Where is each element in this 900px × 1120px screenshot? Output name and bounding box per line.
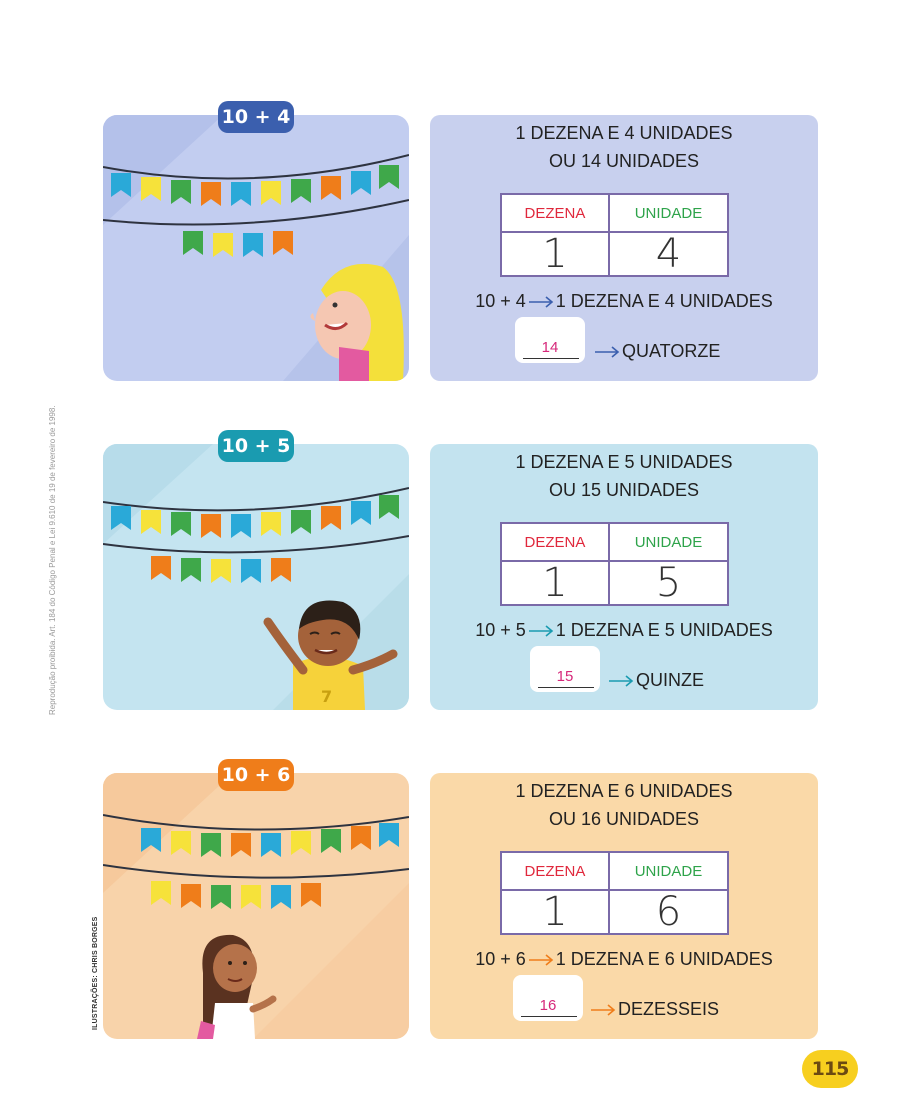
copyright-note: Reprodução proibida. Art. 184 do Código Penal e Lei 9.610 de 19 de fevereiro de 1998. (48, 405, 57, 715)
unidade-header: UNIDADE (609, 852, 728, 890)
answer-box (515, 317, 585, 363)
unidade-value: 4 (609, 232, 728, 276)
arrow-right-icon (590, 1004, 616, 1016)
unidade-value: 5 (609, 561, 728, 605)
party-scene-illustration (103, 773, 409, 1039)
equation-line (430, 620, 818, 641)
section-10-plus-4 (0, 106, 900, 385)
dezena-header: DEZENA (501, 523, 609, 561)
expression-badge: 10 + 6 (218, 759, 294, 791)
place-value-table (500, 193, 729, 277)
section-10-plus-6 (0, 764, 900, 1043)
panel-title (430, 119, 818, 175)
title-line-2: OU 14 UNIDADES (548, 151, 700, 171)
title-line-1: 1 DEZENA E 5 UNIDADES (515, 452, 733, 472)
equation-right: 1 DEZENA E 5 UNIDADES (555, 620, 773, 640)
svg-text:7: 7 (321, 687, 333, 706)
panel-title (430, 448, 818, 504)
equation-line (430, 291, 818, 312)
place-value-table (500, 851, 729, 935)
answer-value: 16 (539, 997, 557, 1014)
expression-badge: 10 + 5 (218, 430, 294, 462)
place-value-table (500, 522, 729, 606)
title-line-1: 1 DEZENA E 6 UNIDADES (515, 781, 733, 801)
arrow-right-icon (528, 625, 554, 637)
section-10-plus-5 (0, 435, 900, 714)
answer-line (521, 1016, 577, 1017)
dezena-value: 1 (501, 890, 609, 934)
party-scene-illustration (103, 444, 409, 710)
title-line-2: OU 16 UNIDADES (548, 809, 700, 829)
girl-character (197, 935, 273, 1039)
party-scene-illustration (103, 115, 409, 381)
expression-badge: 10 + 4 (218, 101, 294, 133)
number-word: DEZESSEIS (588, 999, 719, 1020)
bunting-flags (141, 823, 399, 909)
number-word: QUATORZE (592, 341, 720, 362)
panel-title (430, 777, 818, 833)
dezena-header: DEZENA (501, 194, 609, 232)
unidade-header: UNIDADE (609, 523, 728, 561)
equation-right: 1 DEZENA E 4 UNIDADES (555, 291, 773, 311)
equation-left: 10 + 6 (475, 949, 526, 969)
answer-box (513, 975, 583, 1021)
equation-left: 10 + 4 (475, 291, 526, 311)
answer-value: 15 (556, 668, 574, 685)
equation-line (430, 949, 818, 970)
page-number: 115 (802, 1050, 858, 1088)
explanation-panel (430, 444, 818, 710)
title-line-1: 1 DEZENA E 4 UNIDADES (515, 123, 733, 143)
explanation-panel (430, 773, 818, 1039)
illustration-credit: ILUSTRAÇÕES: CHRIS BORGES (92, 916, 99, 1030)
arrow-right-icon (528, 296, 554, 308)
arrow-right-icon (594, 346, 620, 358)
dezena-header: DEZENA (501, 852, 609, 890)
answer-line (538, 687, 594, 688)
equation-right: 1 DEZENA E 6 UNIDADES (555, 949, 773, 969)
answer-box (530, 646, 600, 692)
title-line-2: OU 15 UNIDADES (548, 480, 700, 500)
dezena-value: 1 (501, 561, 609, 605)
equation-left: 10 + 5 (475, 620, 526, 640)
unidade-value: 6 (609, 890, 728, 934)
explanation-panel (430, 115, 818, 381)
answer-line (523, 358, 579, 359)
arrow-right-icon (608, 675, 634, 687)
unidade-header: UNIDADE (609, 194, 728, 232)
number-word: QUINZE (606, 670, 704, 691)
dezena-value: 1 (501, 232, 609, 276)
answer-value: 14 (541, 339, 559, 356)
arrow-right-icon (528, 954, 554, 966)
